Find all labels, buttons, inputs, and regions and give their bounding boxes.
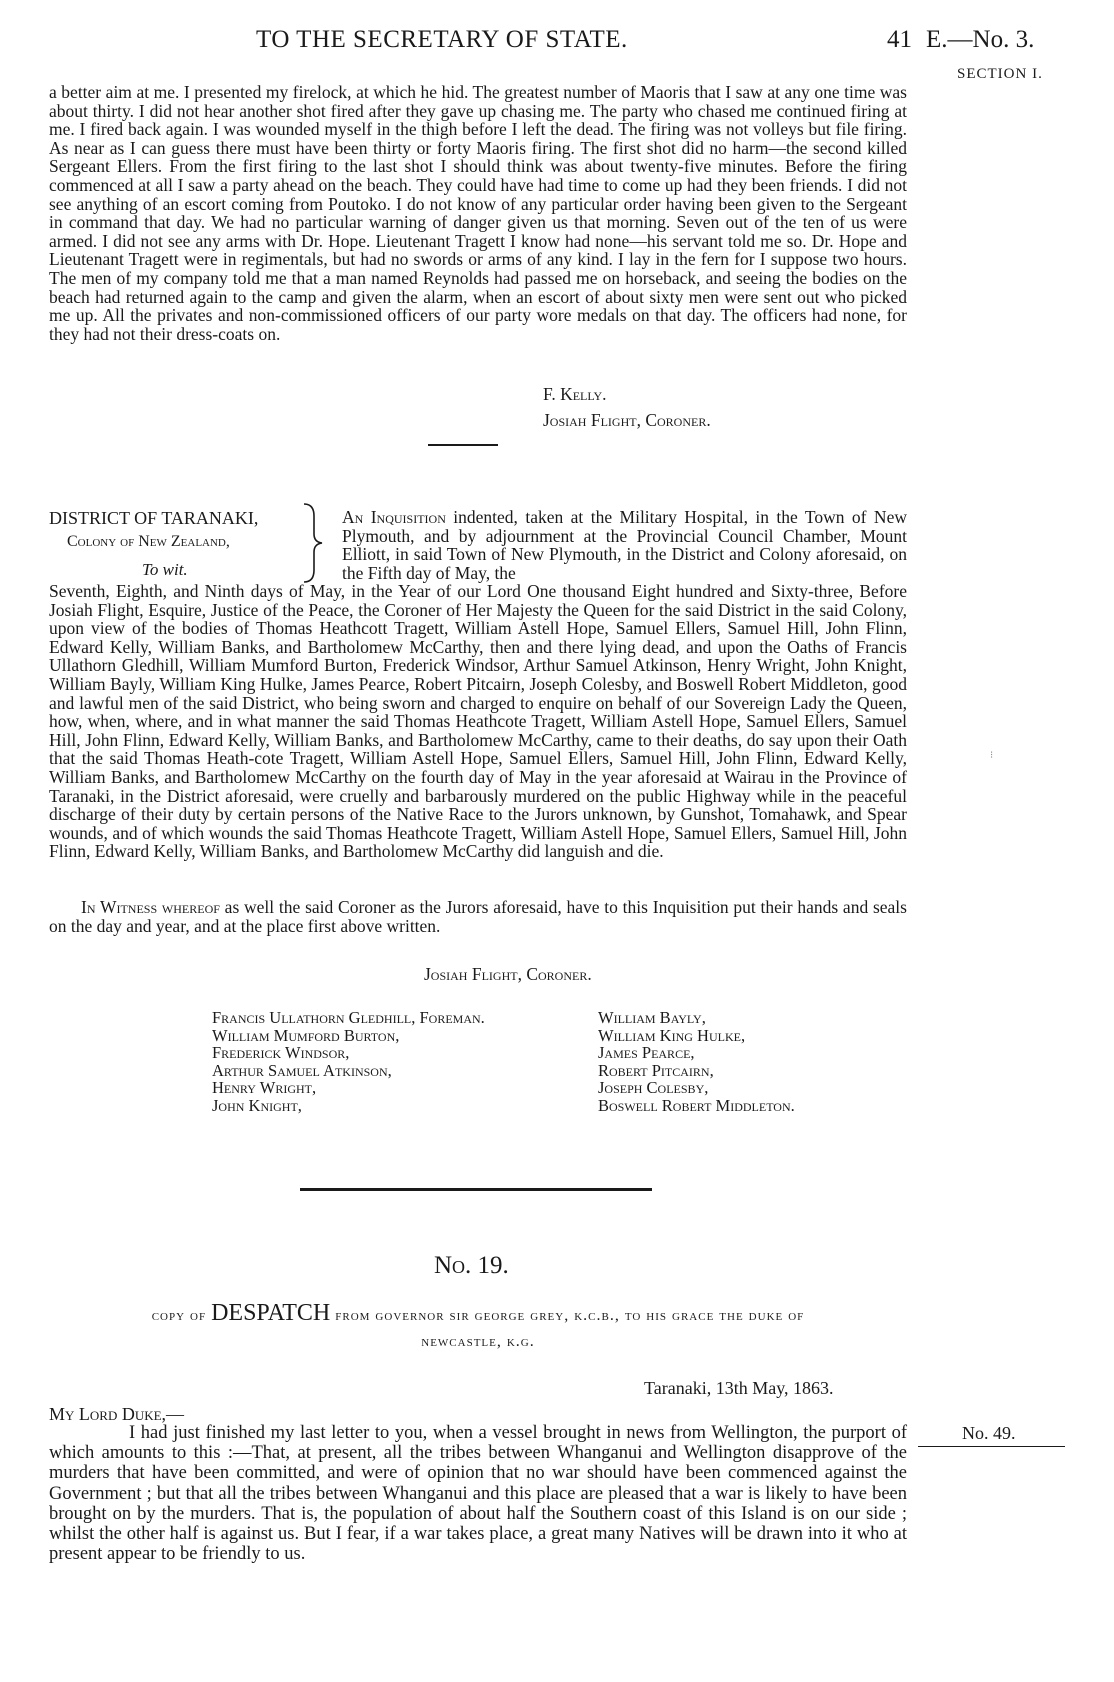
paper-reference: E.—No. 3. [926,26,1035,53]
despatch-number: No. 19. [434,1252,509,1279]
to-wit-label: To wit. [142,560,188,579]
juror-name: John Knight, [212,1095,302,1115]
margin-note: No. 49. [962,1423,1016,1443]
despatch-title-line2: newcastle, k.g. [421,1333,535,1350]
juror-name: William Mumford Burton, [212,1025,400,1045]
juror-name: William Bayly, [598,1008,706,1027]
place-date: Taranaki, 13th May, 1863. [644,1378,834,1398]
despatch-title [49,1300,907,1355]
witness-signature: F. Kelly. [543,384,607,404]
jurors-right-column [598,1009,795,1114]
section-reference: SECTION I. [957,66,1043,82]
kelly-testimony-paragraph: a better aim at me. I presented my firelock, at which he hid. The greatest number of Maoris that I saw at any one time was about thirty. I did not hear another shot fired after they gave up chasing me. The party who chased me continued firing at me. I fired back again. I was wounded myself in the thigh before I left the dead. The firing was not volleys but file firing. As near as I can guess there must have been thirty or forty Maoris firing. The first shot did no harm—the second killed Sergeant Ellers. From the first firing to the last shot I should think was about twenty-five minutes. Before the firing commenced at all I saw a party ahead on the beach. They could have had time to come up had they been friends. I did not see anything of an escort coming from Poutoko. I do not know of any particular order having been given to the Sergeant in command that day. We had no particular warning of danger given us that morning. Seven out of the ten of us were armed. I did not see any arms with Dr. Hope. Lieutenant Tragett I know had none—his servant told me so. Dr. Hope and Lieutenant Tragett were in regimentals, but had no swords or arms of any kind. I lay in the fern for I suppose two hours. The men of my company told me that a man named Reynolds had passed me on horseback, and seeing the bodies on the beach had returned again to the camp and given the alarm, when an escort of about sixty men were sent out who picked me up. All the privates and non-commissioned officers of our party wore medals on that day. The officers had none, for they had not their dress-coats on. [49,82,907,344]
inquisition-opening-text: indented, taken at the Military Hospital, in the Town of New Plymouth, and by adjournment at the Provincial Council Chamber, Mount Elliott, in said Town of New Plymouth, in the District and Colony aforesaid, on the Fifth day of May, the [342,507,907,583]
page-number: 41 [887,26,912,53]
despatch-title-main: DESPATCH [211,1300,331,1326]
despatch-title-post: from governor sir george grey, k.c.b., to his grace the duke of [330,1307,805,1324]
witness-clause-text: as well the said Coroner as the Jurors aforesaid, have to this Inquisition put their hands and seals on the day and year, and at the place first above written. [49,897,907,936]
juror-name: Joseph Colesby, [598,1078,709,1097]
inquisition-opening-caps: An Inquisition [342,507,446,527]
witness-clause-caps: In Witness whereof [81,897,220,917]
juror-name: Francis Ullathorn Gledhill, Foreman. [212,1008,485,1027]
witness-clause [49,898,907,935]
juror-name: Boswell Robert Middleton. [598,1095,795,1115]
despatch-body: I had just finished my last letter to you, when a vessel brought in news from Wellington, the purport of which amounts to this :—That, at present, all the tribes between Whanganui and Wellington disapprove of the murders that have been committed, and were of opinion that no war should have been commenced against the Government ; but that all the tribes between Whanganui and this place are pleased that a war is likely to have been brought on by the murders. That is, the population of about half the Southern coast of this Island is on our side ; whilst the other half is against us. But I fear, if a war takes place, a great many Natives will be drawn into it who at present appear to be friendly to us. [49,1423,907,1565]
inquisition-opening [342,508,907,582]
juror-name: Frederick Windsor, [212,1043,350,1062]
inquisition-body: Seventh, Eighth, and Ninth days of May, in the Year of our Lord One thousand Eight hundred and Sixty-three, Before Josiah Flight, Esquire, Justice of the Peace, the Coroner of Her Majesty the Queen for the said District in the said Colony, upon view of the bodies of Thomas Heathcott Tragett, William Astell Hope, Samuel Ellers, Samuel Hill, John Flinn, Edward Kelly, William Banks, and Bartholomew McCarthy, then and there lying dead, and upon the Oaths of Francis Ullathorn Gledhill, William Mumford Burton, Frederick Windsor, Arthur Samuel Atkinson, Henry Wright, John Knight, William Bayly, William King Hulke, James Pearce, Robert Pitcairn, Joseph Colesby, and Boswell Robert Middleton, good and lawful men of the said District, who being sworn and charged to enquire on behalf of our Sovereign Lady the Queen, how, when, where, and in what manner the said Thomas Heathcote Tragett, William Astell Hope, Samuel Ellers, Samuel Hill, John Flinn, Edward Kelly, William Banks, and Bartholomew McCarthy, came to their deaths, do say upon their Oath that the said Thomas Heath-cote Tragett, William Astell Hope, Samuel Ellers, Samuel Hill, John Flinn, Edward Kelly, William Banks, and Bartholomew McCarthy on the fourth day of May in the year aforesaid at Wairau in the Province of Taranaki, in the District aforesaid, were cruelly and barbarously murdered on the public Highway while in the peaceful discharge of their duty by certain persons of the Native Race to the Jurors unknown, by Gunshot, Tomahawk, and Spear wounds, and of which wounds the said Thomas Heathcote Tragett, William Astell Hope, Samuel Ellers, Samuel Hill, John Flinn, Edward Kelly, William Banks, and Bartholomew McCarthy did languish and die. [49,581,907,862]
margin-rule [918,1446,1065,1447]
juror-name: James Pearce, [598,1043,695,1062]
despatch-title-pre: copy of [151,1307,212,1324]
section-divider [428,444,498,446]
coroner-signature: Josiah Flight, Coroner. [543,410,711,430]
juror-name: Arthur Samuel Atkinson, [212,1060,392,1080]
inquisition-coroner-signature: Josiah Flight, Coroner. [424,964,592,984]
brace-icon [302,502,324,584]
print-speck: ⁝ [990,750,994,761]
despatch-divider [300,1188,652,1191]
running-title: TO THE SECRETARY OF STATE. [256,26,628,53]
juror-name: Robert Pitcairn, [598,1060,714,1080]
juror-name: William King Hulke, [598,1025,746,1045]
salutation: My Lord Duke,— [49,1404,185,1424]
juror-name: Henry Wright, [212,1078,317,1097]
colony-heading: Colony of New Zealand, [67,533,230,550]
jurors-left-column [212,1009,485,1114]
district-heading: DISTRICT OF TARANAKI, [49,508,259,528]
